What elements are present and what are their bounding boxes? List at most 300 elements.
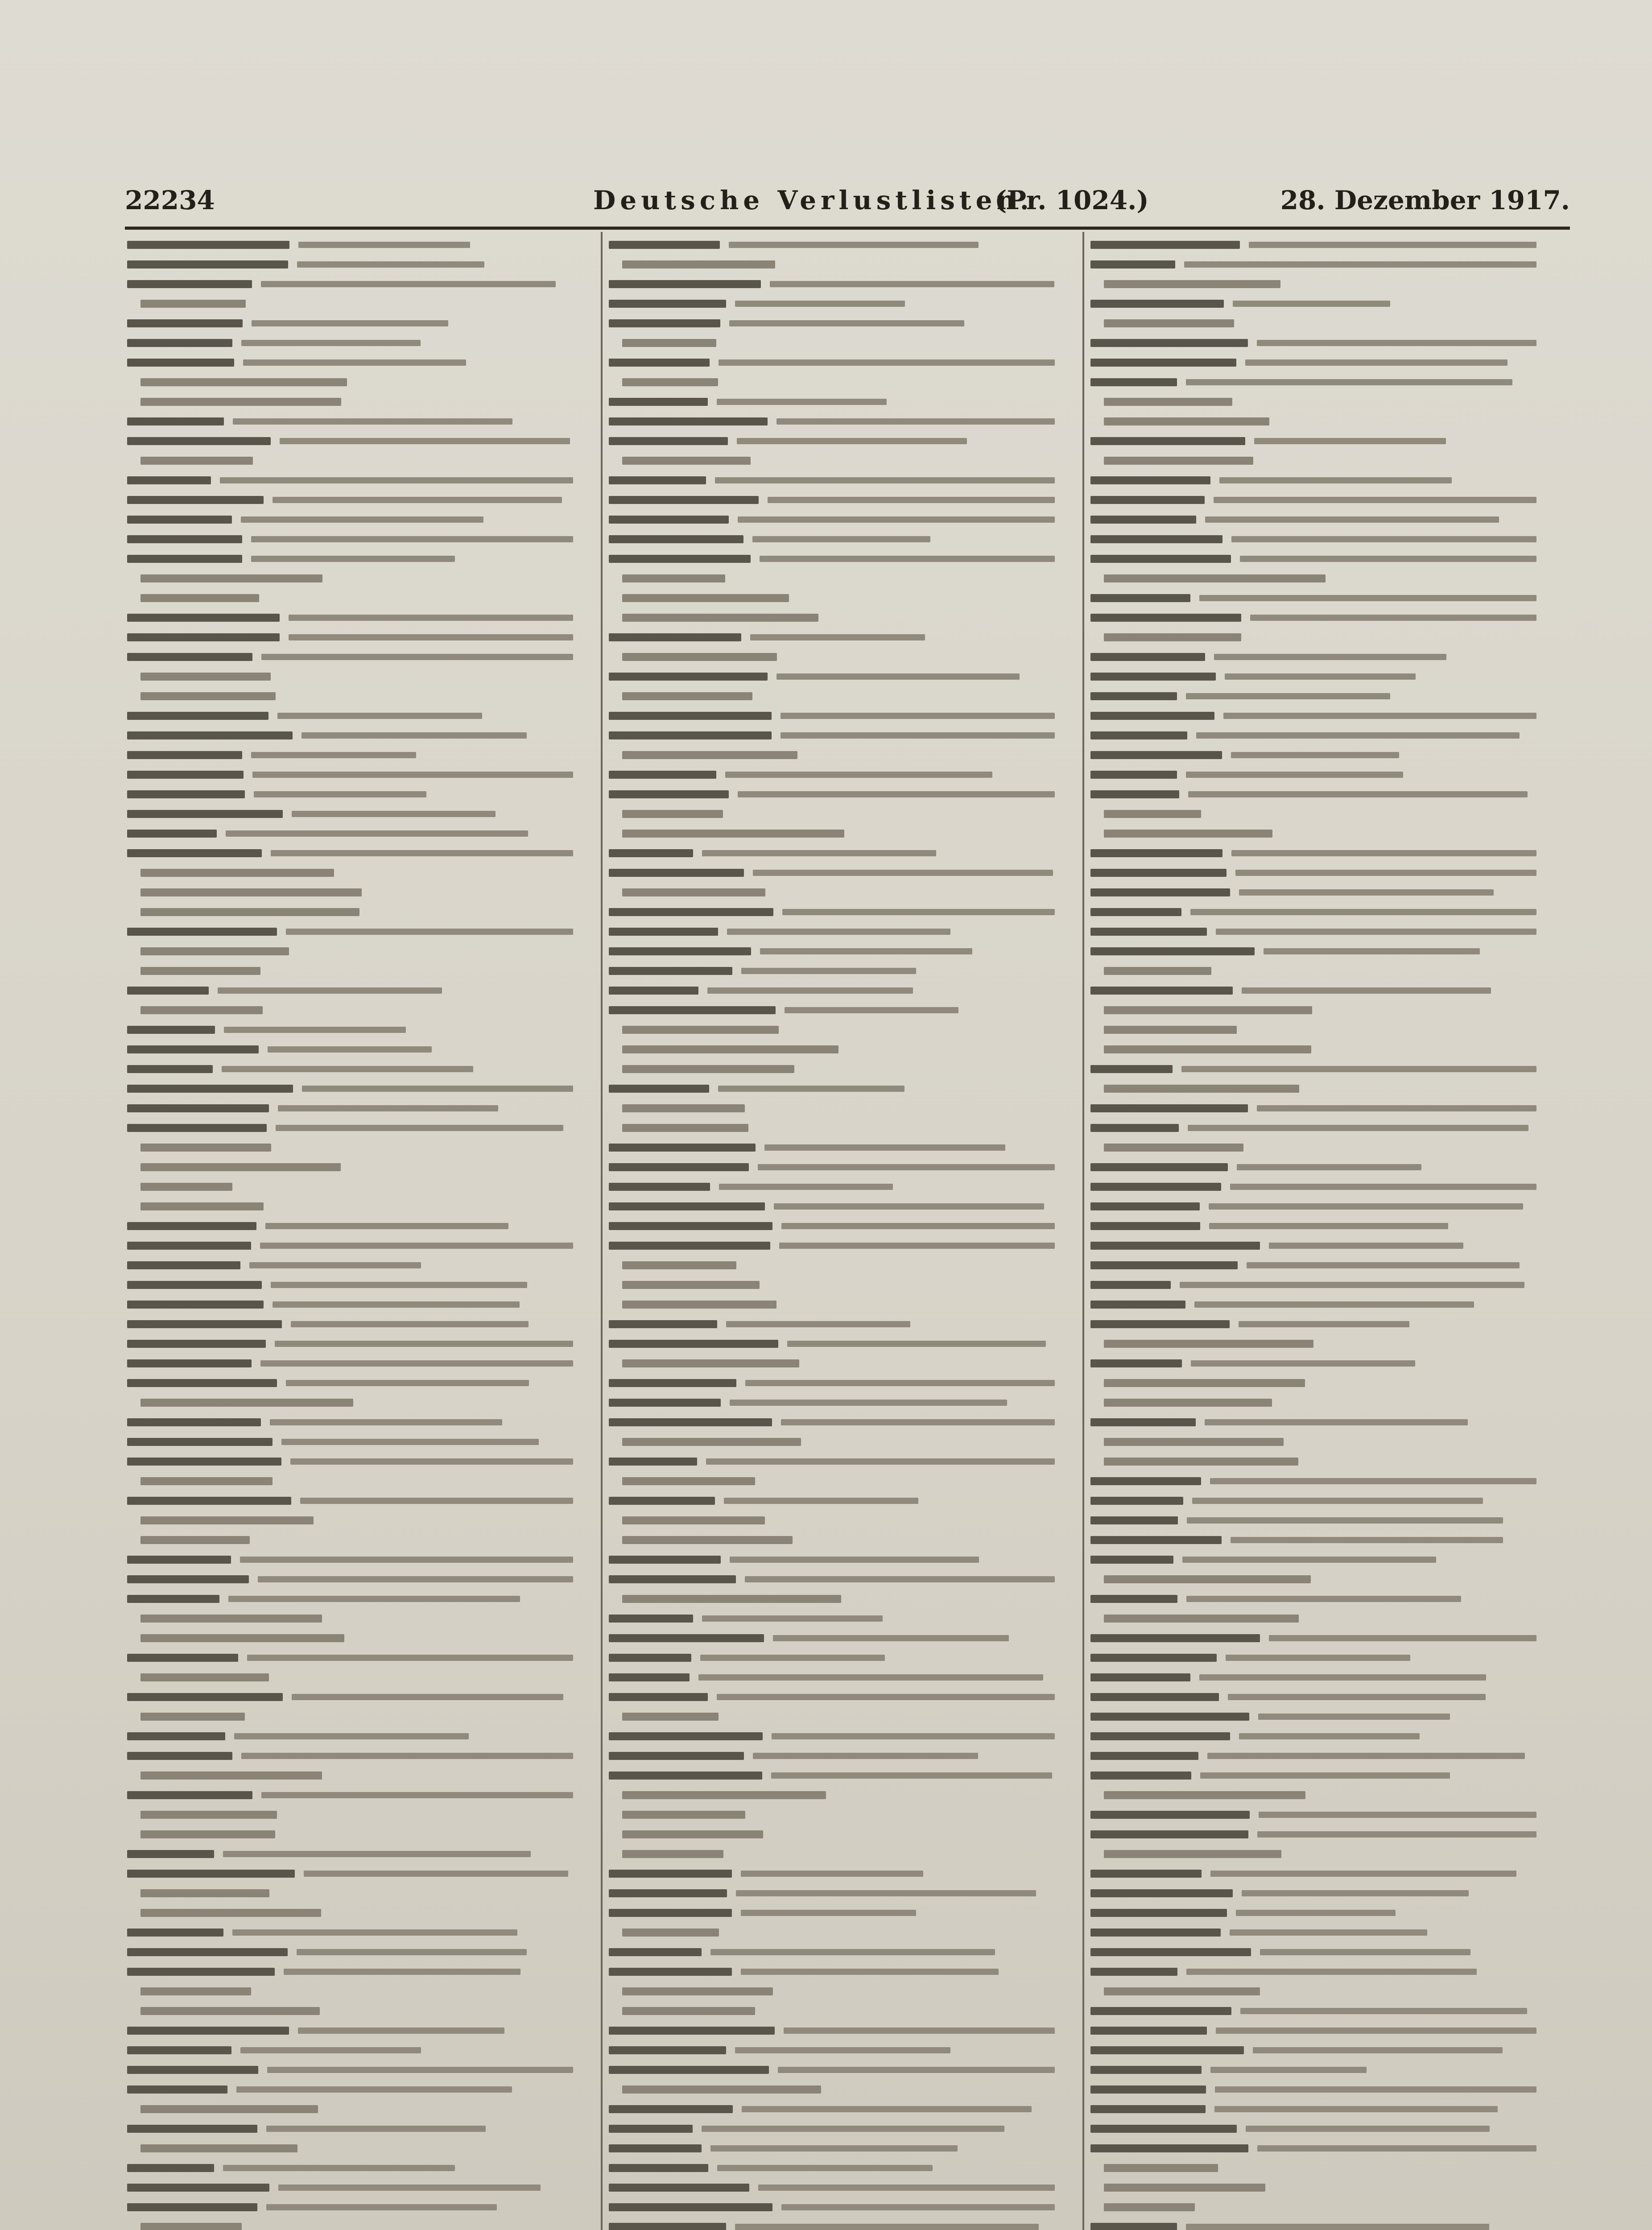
- list-entry: [609, 1983, 1073, 1999]
- list-entry: [127, 452, 591, 468]
- list-entry: [1090, 1433, 1554, 1450]
- entry-line: [1104, 1438, 1284, 1446]
- list-entry: [127, 433, 591, 449]
- entry-line: [609, 417, 768, 425]
- entry-line: [781, 1223, 1055, 1229]
- list-entry: [127, 962, 591, 979]
- entry-line: [140, 1634, 344, 1642]
- list-entry: [609, 982, 1073, 998]
- list-entry: [127, 1963, 591, 1979]
- entry-line: [609, 1242, 770, 1250]
- entry-line: [710, 2145, 958, 2152]
- entry-line: [127, 1732, 225, 1740]
- list-entry: [609, 1355, 1073, 1371]
- list-entry: [1090, 433, 1554, 449]
- entry-line: [717, 2165, 933, 2171]
- entry-line: [1090, 476, 1210, 484]
- list-entry: [609, 1218, 1073, 1234]
- list-entry: [1090, 393, 1554, 409]
- list-entry: [609, 374, 1073, 390]
- list-entry: [127, 354, 591, 370]
- list-entry: [127, 629, 591, 645]
- entry-line: [127, 928, 277, 936]
- entry-line: [741, 968, 916, 974]
- entry-line: [1104, 1340, 1313, 1348]
- list-entry: [127, 2003, 591, 2019]
- entry-line: [609, 516, 729, 524]
- list-entry: [127, 1924, 591, 1940]
- entry-line: [241, 340, 421, 346]
- entry-line: [1190, 909, 1536, 915]
- list-entry: [127, 1630, 591, 1646]
- running-header: [125, 181, 1570, 223]
- list-entry: [1090, 1944, 1554, 1960]
- list-entry: [1090, 1316, 1554, 1332]
- entry-line: [1257, 1105, 1536, 1111]
- entry-line: [609, 928, 718, 936]
- entry-line: [1240, 2008, 1527, 2014]
- list-entry: [127, 805, 591, 822]
- entry-line: [1196, 732, 1520, 739]
- entry-line: [1104, 574, 1326, 582]
- entry-line: [127, 1104, 269, 1112]
- list-entry: [127, 1080, 591, 1096]
- list-entry: [127, 727, 591, 743]
- list-entry: [1090, 825, 1554, 841]
- entry-line: [622, 614, 818, 622]
- entry-line: [609, 1909, 732, 1917]
- entry-line: [1209, 1223, 1448, 1229]
- entry-line: [781, 2204, 1055, 2210]
- entry-line: [220, 477, 573, 483]
- entry-line: [787, 1341, 1046, 1347]
- entry-line: [1199, 595, 1536, 601]
- entry-line: [1090, 849, 1222, 857]
- entry-line: [741, 1871, 923, 1877]
- list-entry: [609, 1414, 1073, 1430]
- list-entry: [609, 1394, 1073, 1410]
- list-entry: [127, 2160, 591, 2176]
- entry-line: [609, 908, 773, 916]
- entry-line: [1104, 417, 1269, 425]
- list-entry: [127, 2022, 591, 2038]
- entry-line: [286, 1380, 529, 1386]
- list-entry: [1090, 727, 1554, 743]
- list-entry: [127, 668, 591, 684]
- entry-line: [261, 654, 573, 660]
- entry-line: [730, 1557, 979, 1563]
- list-entry: [1090, 2042, 1554, 2058]
- entry-line: [730, 1400, 1007, 1406]
- entry-line: [773, 1635, 1008, 1641]
- entry-line: [1199, 1674, 1486, 1681]
- entry-line: [1104, 1458, 1298, 1466]
- list-entry: [1090, 2120, 1554, 2136]
- entry-line: [127, 2125, 257, 2133]
- column-divider: [1082, 232, 1084, 2230]
- entry-line: [1216, 929, 1536, 935]
- list-entry: [127, 904, 591, 920]
- entry-line: [1090, 1732, 1230, 1740]
- entry-line: [127, 496, 264, 504]
- entry-line: [1090, 1713, 1249, 1721]
- entry-line: [1231, 850, 1536, 856]
- entry-line: [266, 2126, 486, 2132]
- entry-line: [1090, 2223, 1177, 2230]
- entry-line: [140, 300, 246, 308]
- entry-line: [776, 673, 1020, 680]
- entry-line: [127, 614, 280, 622]
- entry-line: [1090, 790, 1179, 798]
- entry-line: [726, 1321, 911, 1327]
- list-entry: [609, 2022, 1073, 2038]
- entry-line: [127, 2184, 269, 2192]
- entry-line: [609, 1772, 762, 1780]
- entry-line: [298, 242, 470, 248]
- entry-line: [1237, 1164, 1421, 1170]
- entry-line: [127, 280, 252, 288]
- entry-line: [1230, 1929, 1427, 1936]
- list-entry: [127, 374, 591, 390]
- list-entry: [127, 2218, 591, 2230]
- list-entry: [1090, 707, 1554, 723]
- list-entry: [127, 236, 591, 252]
- entry-line: [127, 790, 245, 798]
- entry-line: [243, 359, 466, 366]
- entry-line: [127, 417, 224, 425]
- entry-line: [1239, 1733, 1420, 1739]
- entry-line: [760, 556, 1055, 562]
- entry-line: [140, 2144, 297, 2152]
- entry-line: [261, 281, 556, 287]
- entry-line: [127, 1379, 277, 1387]
- column-divider: [601, 232, 603, 2230]
- list-entry: [609, 1846, 1073, 1862]
- list-entry: [127, 1708, 591, 1724]
- entry-line: [698, 1674, 1043, 1681]
- list-entry: [127, 1649, 591, 1665]
- list-entry: [609, 295, 1073, 311]
- entry-line: [609, 496, 759, 504]
- entry-line: [224, 1027, 405, 1033]
- entry-line: [1090, 260, 1175, 268]
- entry-line: [1090, 496, 1205, 504]
- entry-line: [1257, 1831, 1536, 1838]
- entry-line: [270, 1419, 502, 1425]
- entry-line: [1246, 2126, 1489, 2132]
- entry-line: [127, 1359, 252, 1367]
- entry-line: [772, 1733, 1055, 1739]
- entry-line: [1180, 1282, 1524, 1288]
- entry-line: [609, 712, 772, 720]
- list-entry: [1090, 2003, 1554, 2019]
- entry-line: [622, 1301, 776, 1309]
- list-entry: [127, 1375, 591, 1391]
- entry-line: [1259, 1812, 1536, 1818]
- entry-line: [1188, 1125, 1528, 1131]
- entry-line: [127, 2066, 258, 2074]
- list-entry: [609, 1865, 1073, 1881]
- entry-line: [292, 811, 496, 817]
- entry-line: [1090, 1595, 1177, 1603]
- entry-line: [702, 2126, 1004, 2132]
- entry-line: [609, 673, 768, 681]
- entry-line: [622, 1359, 799, 1367]
- list-entry: [609, 1669, 1073, 1685]
- list-entry: [1090, 1276, 1554, 1293]
- entry-line: [609, 2223, 726, 2230]
- entry-line: [622, 2007, 755, 2015]
- entry-line: [1090, 1477, 1201, 1485]
- entry-line: [717, 399, 887, 405]
- entry-line: [140, 1889, 269, 1897]
- list-entry: [127, 1296, 591, 1312]
- entry-line: [1090, 888, 1230, 896]
- entry-line: [127, 1556, 231, 1564]
- list-entry: [127, 1787, 591, 1803]
- entry-line: [1104, 1006, 1312, 1014]
- entry-line: [1104, 633, 1241, 641]
- entry-line: [609, 555, 751, 563]
- entry-line: [1090, 987, 1233, 995]
- entry-line: [1231, 1537, 1503, 1543]
- list-entry: [1090, 648, 1554, 665]
- list-entry: [127, 2179, 591, 2195]
- entry-line: [1104, 1987, 1260, 1995]
- entry-line: [609, 790, 729, 798]
- entry-line: [127, 2027, 289, 2035]
- list-entry: [127, 747, 591, 763]
- list-entry: [1090, 2081, 1554, 2097]
- entry-line: [140, 398, 341, 406]
- list-entry: [1090, 1826, 1554, 1842]
- entry-line: [1191, 1360, 1415, 1367]
- entry-line: [609, 359, 710, 367]
- list-entry: [1090, 256, 1554, 272]
- entry-line: [140, 1987, 251, 1995]
- list-entry: [609, 1649, 1073, 1665]
- list-entry: [1090, 1708, 1554, 1724]
- entry-line: [127, 1850, 214, 1858]
- entry-line: [127, 1870, 295, 1878]
- entry-line: [609, 1458, 697, 1466]
- list-entry: [609, 2120, 1073, 2136]
- list-entry: [1090, 2218, 1554, 2230]
- entry-line: [1235, 870, 1536, 876]
- entry-line: [702, 1615, 883, 1622]
- entry-line: [609, 1889, 727, 1897]
- list-entry: [609, 570, 1073, 586]
- entry-line: [622, 1929, 719, 1937]
- list-entry: [1090, 276, 1554, 292]
- entry-line: [706, 1458, 1055, 1465]
- entry-line: [1104, 280, 1280, 288]
- entry-line: [1187, 1517, 1503, 1524]
- list-entry: [1090, 962, 1554, 979]
- list-entry: [127, 2120, 591, 2136]
- list-entry: [1090, 982, 1554, 998]
- list-entry: [1090, 491, 1554, 508]
- entry-line: [1090, 731, 1187, 739]
- list-entry: [609, 648, 1073, 665]
- entry-line: [1090, 1909, 1227, 1917]
- entry-line: [609, 1634, 764, 1642]
- entry-line: [742, 2106, 1032, 2112]
- entry-line: [302, 1086, 573, 1092]
- entry-line: [719, 1184, 893, 1190]
- entry-line: [776, 418, 1055, 425]
- list-entry: [127, 1826, 591, 1842]
- list-entry: [127, 1433, 591, 1450]
- list-entry: [127, 884, 591, 900]
- entry-line: [260, 1243, 573, 1249]
- entry-line: [1090, 339, 1248, 347]
- entry-line: [236, 2086, 512, 2093]
- entry-line: [140, 888, 362, 896]
- entry-line: [1090, 1634, 1260, 1642]
- entry-line: [609, 731, 772, 739]
- entry-line: [1090, 712, 1214, 720]
- entry-line: [1231, 536, 1536, 542]
- list-entry: [1090, 295, 1554, 311]
- list-entry: [1090, 1963, 1554, 1979]
- entry-line: [741, 1910, 916, 1916]
- entry-line: [609, 535, 743, 543]
- list-entry: [609, 2218, 1073, 2230]
- entry-line: [1104, 830, 1272, 838]
- entry-line: [727, 929, 951, 935]
- entry-line: [1188, 791, 1528, 797]
- list-entry: [1090, 1061, 1554, 1077]
- list-entry: [127, 1316, 591, 1332]
- entry-line: [1090, 1242, 1260, 1250]
- list-entry: [1090, 1590, 1554, 1606]
- list-entry: [127, 1590, 591, 1606]
- entry-line: [127, 1026, 215, 1034]
- entry-line: [278, 1105, 498, 1111]
- list-entry: [609, 1826, 1073, 1842]
- list-entry: [609, 1041, 1073, 1057]
- list-entry: [127, 1669, 591, 1685]
- list-entry: [609, 943, 1073, 959]
- entry-line: [127, 1418, 261, 1426]
- list-entry: [609, 688, 1073, 704]
- entry-line: [1104, 2203, 1195, 2211]
- column-3: [1090, 236, 1554, 2230]
- page-number: 22234: [125, 185, 215, 215]
- entry-line: [622, 2085, 821, 2094]
- list-entry: [609, 1512, 1073, 1528]
- list-entry: [609, 1257, 1073, 1273]
- list-entry: [609, 786, 1073, 802]
- entry-line: [622, 830, 844, 838]
- list-entry: [609, 1178, 1073, 1194]
- entry-line: [240, 2047, 421, 2053]
- list-entry: [1090, 1237, 1554, 1253]
- list-entry: [127, 590, 591, 606]
- list-entry: [127, 923, 591, 939]
- entry-line: [291, 1321, 529, 1327]
- entry-line: [622, 1104, 745, 1112]
- list-entry: [609, 2061, 1073, 2077]
- entry-line: [276, 1125, 563, 1131]
- entry-line: [609, 771, 716, 779]
- entry-line: [127, 516, 232, 524]
- entry-line: [127, 2164, 214, 2172]
- list-entry: [609, 884, 1073, 900]
- entry-line: [140, 967, 260, 975]
- list-entry: [127, 1041, 591, 1057]
- entry-line: [622, 810, 723, 818]
- entry-line: [609, 241, 720, 249]
- entry-line: [1090, 1673, 1190, 1681]
- entry-line: [1090, 1830, 1248, 1838]
- list-entry: [1090, 1100, 1554, 1116]
- entry-line: [1090, 908, 1181, 916]
- list-entry: [1090, 1885, 1554, 1901]
- entry-line: [1104, 1850, 1281, 1858]
- entry-line: [1210, 2067, 1367, 2073]
- entry-line: [1090, 1772, 1191, 1780]
- list-entry: [609, 962, 1073, 979]
- entry-line: [140, 2223, 242, 2230]
- list-entry: [1090, 1610, 1554, 1626]
- list-entry: [609, 1375, 1073, 1391]
- list-entry: [127, 1237, 591, 1253]
- list-entry: [609, 766, 1073, 782]
- entry-line: [622, 1516, 765, 1524]
- entry-line: [724, 1498, 918, 1504]
- entry-line: [771, 1772, 1052, 1779]
- entry-line: [609, 1752, 744, 1760]
- entry-line: [782, 909, 1055, 915]
- entry-line: [290, 1458, 573, 1465]
- list-entry: [1090, 1649, 1554, 1665]
- entry-line: [1090, 1124, 1179, 1132]
- list-entry: [1090, 943, 1554, 959]
- list-entry: [1090, 236, 1554, 252]
- list-entry: [127, 648, 591, 665]
- entry-line: [260, 1360, 573, 1367]
- entry-line: [1254, 438, 1446, 444]
- entry-line: [289, 634, 573, 640]
- entry-line: [1090, 359, 1236, 367]
- entry-line: [622, 888, 765, 896]
- list-entry: [609, 2160, 1073, 2176]
- entry-line: [609, 2184, 749, 2192]
- entry-line: [609, 987, 698, 995]
- list-entry: [609, 707, 1073, 723]
- entry-line: [609, 1418, 772, 1426]
- entry-line: [1104, 1615, 1299, 1623]
- entry-line: [736, 1890, 1036, 1896]
- list-entry: [1090, 1021, 1554, 1037]
- list-entry: [1090, 1689, 1554, 1705]
- list-entry: [609, 1473, 1073, 1489]
- entry-line: [752, 536, 930, 542]
- entry-line: [1231, 752, 1399, 758]
- entry-line: [609, 849, 693, 857]
- entry-line: [1250, 615, 1536, 621]
- entry-line: [1214, 654, 1446, 660]
- entry-line: [140, 1772, 322, 1780]
- list-entry: [609, 904, 1073, 920]
- list-entry: [127, 1178, 591, 1194]
- entry-line: [609, 1202, 765, 1210]
- entry-line: [622, 1026, 779, 1034]
- column-1: [127, 236, 591, 2230]
- list-entry: [127, 550, 591, 566]
